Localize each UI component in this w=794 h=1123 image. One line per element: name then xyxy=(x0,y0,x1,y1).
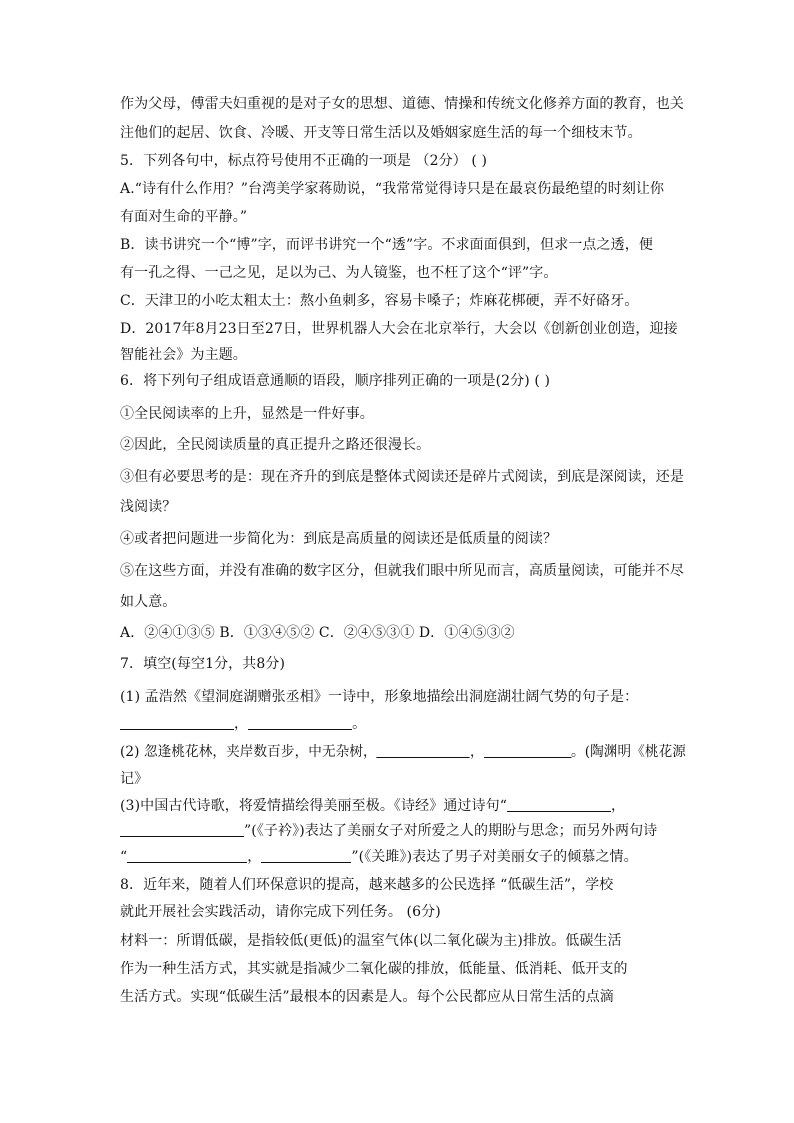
q7-part-1-blanks: ， 。 xyxy=(120,715,680,733)
q5-option-b-cont: 有一孔之得、一己之见，足以为己、为人镜鉴，也不枉了这个“评”字。 xyxy=(120,265,558,281)
q6-sentence-3-cont: 浅阅读？ xyxy=(120,499,177,515)
answer-blank[interactable] xyxy=(507,797,611,812)
text-line: 注他们的起居、饮食、冷暖、开支等日常生活以及婚姻家庭生活的每一个细枝末节。 xyxy=(120,125,642,141)
q6-sentence-2: ②因此，全民阅读质量的真正提升之路还很漫长。 xyxy=(120,437,431,453)
q5-option-d: D．2017年8月23日至27日，世界机器人大会在北京举行，大会以《创新创业创造，迎接 xyxy=(120,321,678,337)
answer-blank[interactable] xyxy=(120,822,244,837)
q5-option-d-cont: 智能社会》为主题。 xyxy=(120,347,247,363)
q7-part-2-cont: 记》 xyxy=(120,771,149,787)
q5-option-a: A.“诗有什么作用？”台湾美学家蒋勋说，“我常常觉得诗只是在最哀伤最绝望的时刻让你 xyxy=(120,181,665,197)
q6-sentence-4: ④或者把问题进一步简化为：到底是高质量的阅读还是低质量的阅读？ xyxy=(120,531,558,547)
text-line: 作为父母，傅雷夫妇重视的是对子女的思想、道德、情操和传统文化修养方面的教育，也关 xyxy=(120,96,684,112)
material-1-cont: 生活方式。实现“低碳生活”最根本的因素是人。每个公民都应从日常生活的点滴 xyxy=(120,989,614,1005)
q7-part-3-line-2: ”(《子衿》)表达了美丽女子对所爱之人的期盼与思念；而另外两句诗 xyxy=(120,822,680,840)
answer-blank[interactable] xyxy=(127,848,247,863)
material-1-cont: 作为一种生活方式，其实就是指减少二氧化碳的排放，低能量、低消耗、低开支的 xyxy=(120,961,628,977)
q6-options: A．②④①③⑤ B．①③④⑤② C．②④⑤③① D．①④⑤③② xyxy=(120,625,515,641)
answer-blank[interactable] xyxy=(377,743,470,758)
answer-blank[interactable] xyxy=(261,848,351,863)
q5-option-c: C．天津卫的小吃太粗太土：熬小鱼刺多，容易卡嗓子；炸麻花梆硬，弄不好硌牙。 xyxy=(120,293,639,309)
answer-blank[interactable] xyxy=(484,743,571,758)
question-5-stem: 5．下列各句中，标点符号使用不正确的一项是 （2分） ( ) xyxy=(120,153,488,169)
q7-part-3-line-3: “ ， ”(《关雎》)表达了男子对美丽女子的倾慕之情。 xyxy=(120,849,638,865)
q7-part-1: (1) 孟浩然《望洞庭湖赠张丞相》一诗中，形象地描绘出洞庭湖壮阔气势的句子是： xyxy=(120,689,639,705)
q5-option-b: B．读书讲究一个“博”字，而评书讲究一个“透”字。不求面面俱到，但求一点之透，便 xyxy=(120,237,653,253)
q5-option-a-cont: 有面对生命的平静。” xyxy=(120,209,248,225)
q6-sentence-1: ①全民阅读率的上升，显然是一件好事。 xyxy=(120,406,374,422)
question-8-stem-cont: 就此开展社会实践活动，请你完成下列任务。 (6分) xyxy=(120,904,441,920)
answer-blank[interactable] xyxy=(120,715,234,730)
answer-blank[interactable] xyxy=(248,715,352,730)
question-8-stem: 8．近年来，随着人们环保意识的提高，越来越多的公民选择 “低碳生活”，学校 xyxy=(120,877,614,893)
material-1: 材料一：所谓低碳，是指较低(更低)的温室气体(以二氧化碳为主)排放。低碳生活 xyxy=(120,933,622,949)
q6-sentence-5: ⑤在这些方面，并没有准确的数字区分，但就我们眼中所见而言，高质量阅读，可能并不尽 xyxy=(120,563,684,579)
question-7-stem: 7．填空(每空1分，共8分) xyxy=(120,656,286,672)
q7-part-2: (2) 忽逢桃花林，夹岸数百步，中无杂树， ， 。(陶渊明《桃花源 xyxy=(120,744,686,760)
q7-part-3: (3)中国古代诗歌，将爱情描绘得美丽至极。《诗经》通过诗句“ ， xyxy=(120,798,626,814)
q6-sentence-3: ③但有必要思考的是：现在齐升的到底是整体式阅读还是碎片式阅读，到底是深阅读，还是 xyxy=(120,469,684,485)
q6-sentence-5-cont: 如人意。 xyxy=(120,594,177,610)
question-6-stem: 6．将下列句子组成语意通顺的语段，顺序排列正确的一项是(2分) ( ) xyxy=(120,373,551,389)
